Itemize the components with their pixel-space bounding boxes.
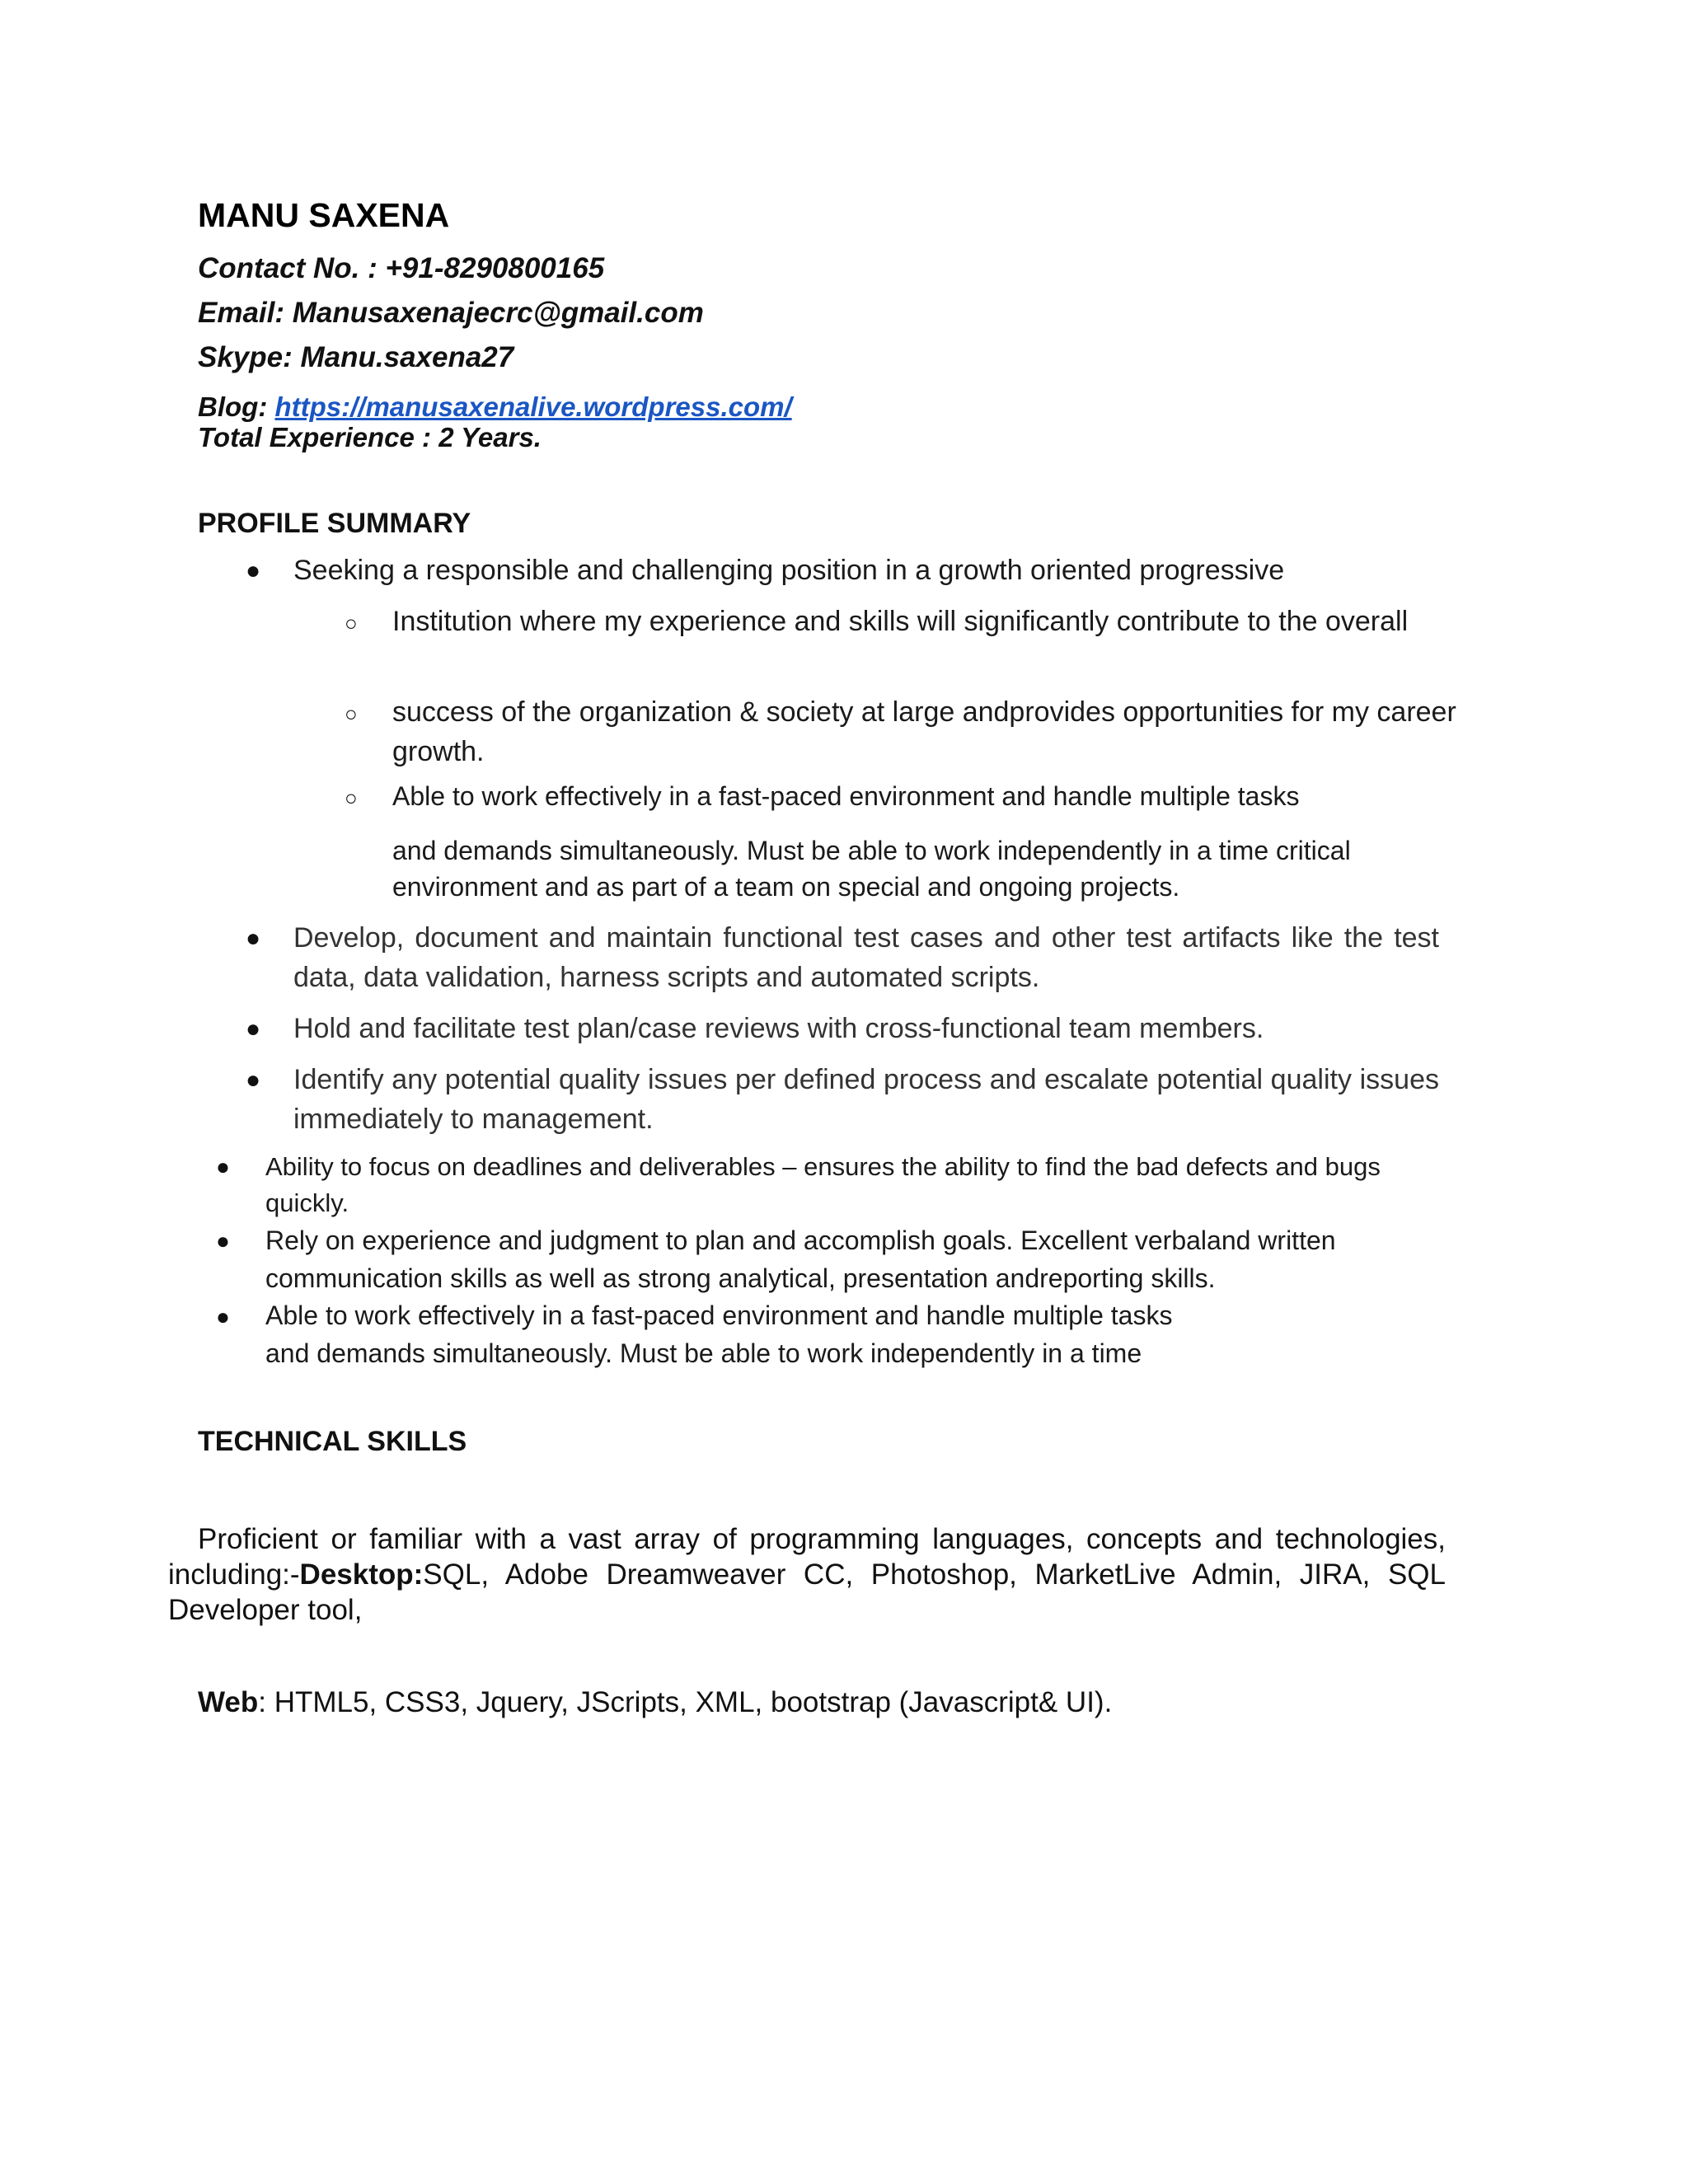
bullet-icon: ● (216, 1154, 230, 1179)
technical-skills-heading: TECHNICAL SKILLS (198, 1426, 467, 1457)
contact-number: Contact No. : +91-8290800165 (198, 252, 605, 284)
skills-intro: Proficient or familiar with a vast array of programming languages, concepts and technologies, including:- (168, 1523, 1446, 1591)
bullet-icon: ● (246, 925, 261, 952)
bullet-icon: ● (216, 1304, 230, 1329)
profile-subitem-1: Institution where my experience and skills will significantly contribute to the overall (392, 606, 1409, 637)
profile-summary-heading: PROFILE SUMMARY (198, 508, 471, 539)
desktop-label: Desktop: (299, 1558, 424, 1591)
desktop-skills: SQL, Adobe Dreamweaver CC, Photoshop, MarketLive Admin, JIRA, SQL Developer tool, (168, 1558, 1446, 1626)
candidate-name: MANU SAXENA (198, 196, 450, 234)
profile-item-1: Seeking a responsible and challenging position in a growth oriented progressive (293, 555, 1285, 586)
web-skills-line (198, 1686, 1112, 1719)
bullet-icon: ● (246, 557, 261, 584)
bullet-icon: ● (246, 1066, 261, 1094)
sub-bullet-icon: ○ (345, 611, 358, 635)
sub-bullet-icon: ○ (345, 785, 358, 810)
profile-item-2: Develop, document and maintain functional test cases and other test artifacts like the test data, data validation, harness scripts and automated scripts. (293, 922, 1439, 993)
profile-item-3: Hold and facilitate test plan/case reviews with cross-functional team members. (293, 1013, 1264, 1044)
profile-item-7-line-1: Able to work effectively in a fast-paced environment and handle multiple tasks (265, 1301, 1173, 1330)
blog-link[interactable]: https://manusaxenalive.wordpress.com/ (274, 391, 792, 422)
web-label: Web (198, 1686, 259, 1718)
profile-item-7-line-2: and demands simultaneously. Must be able to work independently in a time (265, 1338, 1142, 1368)
skype-id: Skype: Manu.saxena27 (198, 341, 514, 373)
sub-bullet-icon: ○ (345, 701, 358, 726)
blog-line (198, 391, 792, 423)
bullet-icon: ● (216, 1228, 230, 1254)
profile-item-6: Rely on experience and judgment to plan and accomplish goals. Excellent verbaland written communication skills as well as strong analytical, presentation andreporting skills. (265, 1226, 1336, 1293)
profile-item-5: Ability to focus on deadlines and deliverables – ensures the ability to find the bad defects and bugs quickly. (265, 1152, 1381, 1217)
bullet-icon: ● (246, 1015, 261, 1043)
profile-subitem-3-line-2: and demands simultaneously. Must be able to work independently in a time critical environment and as part of a team on special and ongoing projects. (392, 836, 1351, 902)
blog-label: Blog: (198, 391, 275, 422)
profile-subitem-3-line-1: Able to work effectively in a fast-paced environment and handle multiple tasks (392, 781, 1300, 811)
email-address: Email: Manusaxenajecrc@gmail.com (198, 297, 704, 329)
profile-item-4: Identify any potential quality issues per defined process and escalate potential quality issues immediately to management. (293, 1064, 1439, 1135)
total-experience: Total Experience : 2 Years. (198, 422, 542, 452)
profile-subitem-2: success of the organization & society at large andprovides opportunities for my career growth. (392, 696, 1456, 767)
technical-skills-paragraph (168, 1521, 1446, 1628)
web-skills: : HTML5, CSS3, Jquery, JScripts, XML, bootstrap (Javascript& UI). (258, 1686, 1113, 1718)
